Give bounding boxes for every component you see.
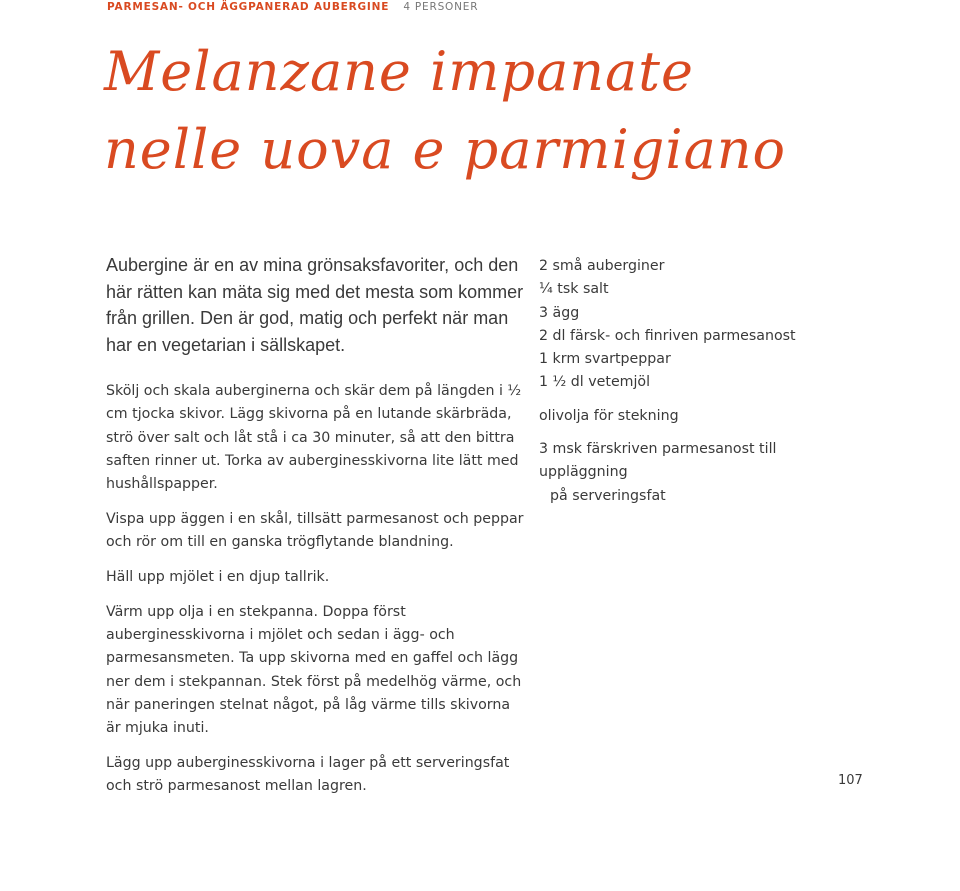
recipe-title-line-2: nelle uova e parmigiano bbox=[104, 118, 787, 181]
ingredient-parmesan: 2 dl färsk- och finriven parmesanost bbox=[539, 327, 796, 344]
method-step-3: Häll upp mjölet i en djup tallrik. bbox=[106, 569, 330, 586]
ingredient-list bbox=[539, 255, 869, 508]
ingredient-flour: 1 ½ dl vetemjöl bbox=[539, 374, 651, 391]
ingredient-serving-parmesan: 3 msk färskriven parmesanost till uppläggning bbox=[539, 441, 777, 481]
servings-label: 4 PERSONER bbox=[403, 1, 479, 13]
method-step-2: Vispa upp äggen i en skål, tillsätt parmesanost och peppar och rör om till en ganska trögflytande blandning. bbox=[106, 510, 524, 551]
method-step-5: Lägg upp auberginesskivorna i lager på ett serveringsfat och strö parmesanost mellan lagren. bbox=[106, 755, 510, 795]
ingredient-olive-oil: olivolja för stekning bbox=[539, 407, 679, 424]
recipe-category: PARMESAN- OCH ÄGGPANERAD AUBERGINE bbox=[107, 1, 390, 13]
ingredient-salt: ¼ tsk salt bbox=[539, 281, 609, 298]
method-step-1: Skölj och skala auberginerna och skär dem på längden i ½ cm tjocka skivor. Lägg skivorna på en lutande skärbräda, strö över salt och låt stå i ca 30 minuter, så att den bittra saften rinner ut. Torka av auberginesskivorna lite lätt med hushållspapper. bbox=[106, 383, 522, 493]
ingredient-aubergine: 2 små auberginer bbox=[539, 258, 665, 274]
recipe-kicker bbox=[107, 1, 478, 13]
recipe-title-line-1: Melanzane impanate bbox=[104, 40, 694, 103]
ingredient-pepper: 1 krm svartpeppar bbox=[539, 351, 671, 368]
method-step-4: Värm upp olja i en stekpanna. Doppa först auberginesskivorna i mjölet och sedan i ägg- och parmesansmeten. Ta upp skivorna med en gaffel och lägg ner dem i stekpannan. Stek först på medelhög värme, och när paneringen stelnat något, på låg värme tills skivorna är mjuka inuti. bbox=[106, 603, 522, 737]
intro-paragraph: Aubergine är en av mina grönsaksfavoriter, och den här rätten kan mäta sig med det mesta som kommer från grillen. Den är god, matig och perfekt när man har en vegetarian i sällskapet. bbox=[106, 255, 524, 355]
ingredient-eggs: 3 ägg bbox=[539, 304, 580, 321]
method-steps bbox=[106, 380, 526, 810]
page-number: 107 bbox=[838, 773, 863, 788]
ingredient-serving-parmesan-cont: på serveringsfat bbox=[550, 487, 666, 504]
